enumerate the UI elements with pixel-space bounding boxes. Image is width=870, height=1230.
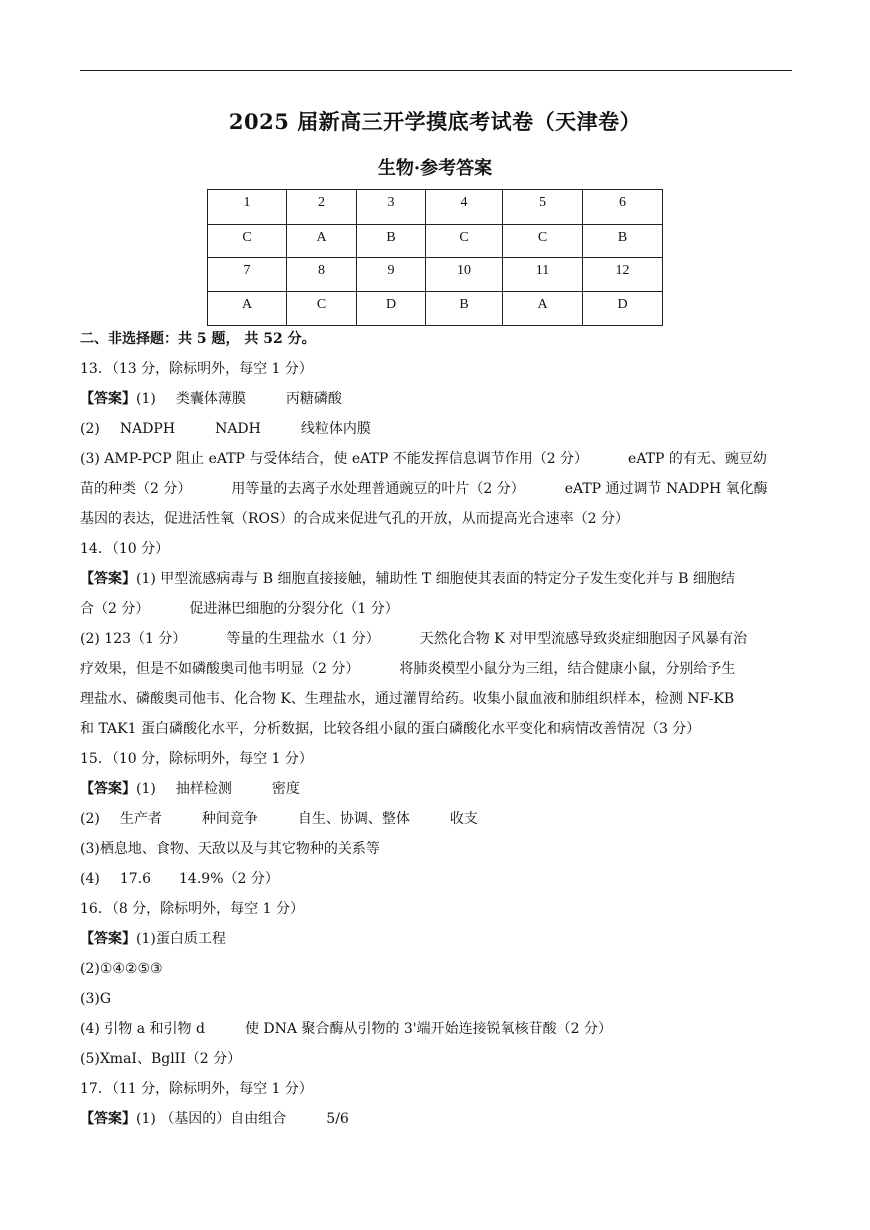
question-13-line	[80, 478, 792, 508]
answer-text: 合（2 分）	[80, 601, 150, 617]
question-17-line	[80, 1108, 792, 1138]
question-16-line: (2)①④②⑤③	[80, 961, 163, 977]
answer-text: (1)蛋白质工程	[136, 931, 226, 947]
answer-text: 类囊体薄膜	[175, 391, 246, 407]
table-row	[208, 292, 663, 326]
table-cell: B	[426, 292, 503, 326]
answer-text: 将肺炎模型小鼠分为三组，结合健康小鼠，分别给予生	[399, 661, 736, 677]
question-14-line: 理盐水、磷酸奥司他韦、化合物 K、生理盐水，通过灌胃给药。收集小鼠血液和肺组织样本，检测 NF-KB	[80, 691, 735, 707]
table-cell: C	[208, 225, 287, 258]
question-14-line: 和 TAK1 蛋白磷酸化水平，分析数据，比较各组小鼠的蛋白磷酸化水平变化和病情改善情况（3 分）	[80, 721, 701, 737]
table-cell: 4	[426, 190, 503, 225]
question-13-line	[80, 418, 792, 448]
table-cell: B	[583, 225, 663, 258]
table-cell: A	[503, 292, 583, 326]
question-16-line	[80, 928, 792, 958]
answer-text: (3) AMP-PCP 阻止 eATP 与受体结合，使 eATP 不能发挥信息调节作用（2 分）	[80, 451, 589, 467]
table-cell: C	[287, 292, 357, 326]
table-cell: 8	[287, 258, 357, 292]
table-row	[208, 225, 663, 258]
answer-text: eATP 通过调节 NADPH 氧化酶	[564, 481, 768, 497]
answer-text: 等量的生理盐水（1 分）	[226, 631, 380, 647]
answer-tag: 【答案】	[80, 931, 136, 947]
answer-text: NADPH	[119, 421, 176, 437]
question-14-header: 14．（10 分）	[80, 541, 170, 557]
question-14-line	[80, 568, 792, 598]
question-14-line	[80, 658, 792, 688]
table-row	[208, 190, 663, 225]
question-15-line	[80, 778, 792, 808]
question-13-header: 13．（13 分，除标明外，每空 1 分）	[80, 361, 313, 377]
table-cell: A	[208, 292, 287, 326]
table-cell: C	[426, 225, 503, 258]
question-15-line	[80, 868, 792, 898]
answer-text: 17.6	[119, 871, 152, 887]
question-15-line	[80, 808, 792, 838]
answer-text: 使 DNA 聚合酶从引物的 3'端开始连接锐氧核苷酸（2 分）	[244, 1021, 613, 1037]
question-14-line	[80, 598, 792, 628]
answer-text: 5/6	[326, 1111, 349, 1127]
table-cell: 9	[357, 258, 426, 292]
answer-text: NADH	[215, 421, 261, 437]
answer-tag: 【答案】	[80, 1111, 136, 1127]
table-cell: B	[357, 225, 426, 258]
part-number: (4)	[80, 871, 100, 887]
answer-tag: 【答案】	[80, 571, 136, 587]
answer-text: 种间竞争	[201, 811, 258, 827]
part-number: (1)	[136, 391, 156, 407]
answer-body	[80, 328, 792, 1138]
answer-text: 14.9%（2 分）	[179, 871, 279, 887]
table-cell: A	[287, 225, 357, 258]
answer-text: (1) （基因的）自由组合	[136, 1111, 287, 1127]
question-13-line	[80, 448, 792, 478]
table-cell: 5	[503, 190, 583, 225]
table-cell: 10	[426, 258, 503, 292]
table-cell: 1	[208, 190, 287, 225]
answer-text: eATP 的有无、豌豆幼	[628, 451, 767, 467]
answer-text: 自生、协调、整体	[297, 811, 410, 827]
multiple-choice-answer-table	[207, 189, 663, 326]
table-cell: D	[357, 292, 426, 326]
answer-text: (1) 甲型流感病毒与 B 细胞直接接触，辅助性 T 细胞使其表面的特定分子发生变化并与 B 细胞结	[136, 571, 735, 587]
table-cell: 11	[503, 258, 583, 292]
answer-text: 收支	[449, 811, 478, 827]
table-cell: C	[503, 225, 583, 258]
page-subtitle: 生物·参考答案	[377, 158, 493, 179]
answer-text: 天然化合物 K 对甲型流感导致炎症细胞因子风暴有治	[419, 631, 748, 647]
table-cell: 2	[287, 190, 357, 225]
question-17-header: 17．（11 分，除标明外，每空 1 分）	[80, 1081, 313, 1097]
answer-text: 抽样检测	[175, 781, 232, 797]
part-number: (1)	[136, 781, 156, 797]
table-row	[208, 258, 663, 292]
question-15-line: (3)栖息地、食物、天敌以及与其它物种的关系等	[80, 841, 380, 857]
answer-text: 疗效果，但是不如磷酸奥司他韦明显（2 分）	[80, 661, 360, 677]
answer-text: 密度	[271, 781, 300, 797]
part-number: (2)	[80, 811, 100, 827]
question-13-line	[80, 388, 792, 418]
header-rule	[80, 70, 792, 71]
question-14-line	[80, 628, 792, 658]
question-16-line: (5)XmaI、BglII（2 分）	[80, 1051, 242, 1067]
answer-text: 线粒体内膜	[300, 421, 371, 437]
question-16-line	[80, 1018, 792, 1048]
table-cell: 12	[583, 258, 663, 292]
question-16-header: 16．（8 分，除标明外，每空 1 分）	[80, 901, 304, 917]
question-13-line: 基因的表达，促进活性氧（ROS）的合成来促进气孔的开放，从而提高光合速率（2 分）	[80, 511, 629, 527]
answer-text: (4) 引物 a 和引物 d	[80, 1021, 205, 1037]
section-heading: 二、非选择题：共 5 题， 共 52 分。	[80, 331, 316, 347]
answer-tag: 【答案】	[80, 781, 136, 797]
question-15-header: 15．（10 分，除标明外，每空 1 分）	[80, 751, 313, 767]
table-cell: D	[583, 292, 663, 326]
answer-text: 苗的种类（2 分）	[80, 481, 192, 497]
page-title: 2025 届新高三开学摸底考试卷（天津卷）	[228, 109, 642, 134]
answer-text: 生产者	[119, 811, 162, 827]
answer-text: 促进淋巴细胞的分裂分化（1 分）	[189, 601, 399, 617]
table-cell: 6	[583, 190, 663, 225]
question-16-line: (3)G	[80, 991, 112, 1007]
part-number: (2)	[80, 421, 100, 437]
answer-tag: 【答案】	[80, 391, 136, 407]
table-cell: 3	[357, 190, 426, 225]
table-cell: 7	[208, 258, 287, 292]
answer-text: 用等量的去离子水处理普通豌豆的叶片（2 分）	[231, 481, 525, 497]
answer-text: 丙糖磷酸	[285, 391, 342, 407]
answer-text: (2) 123（1 分）	[80, 631, 187, 647]
